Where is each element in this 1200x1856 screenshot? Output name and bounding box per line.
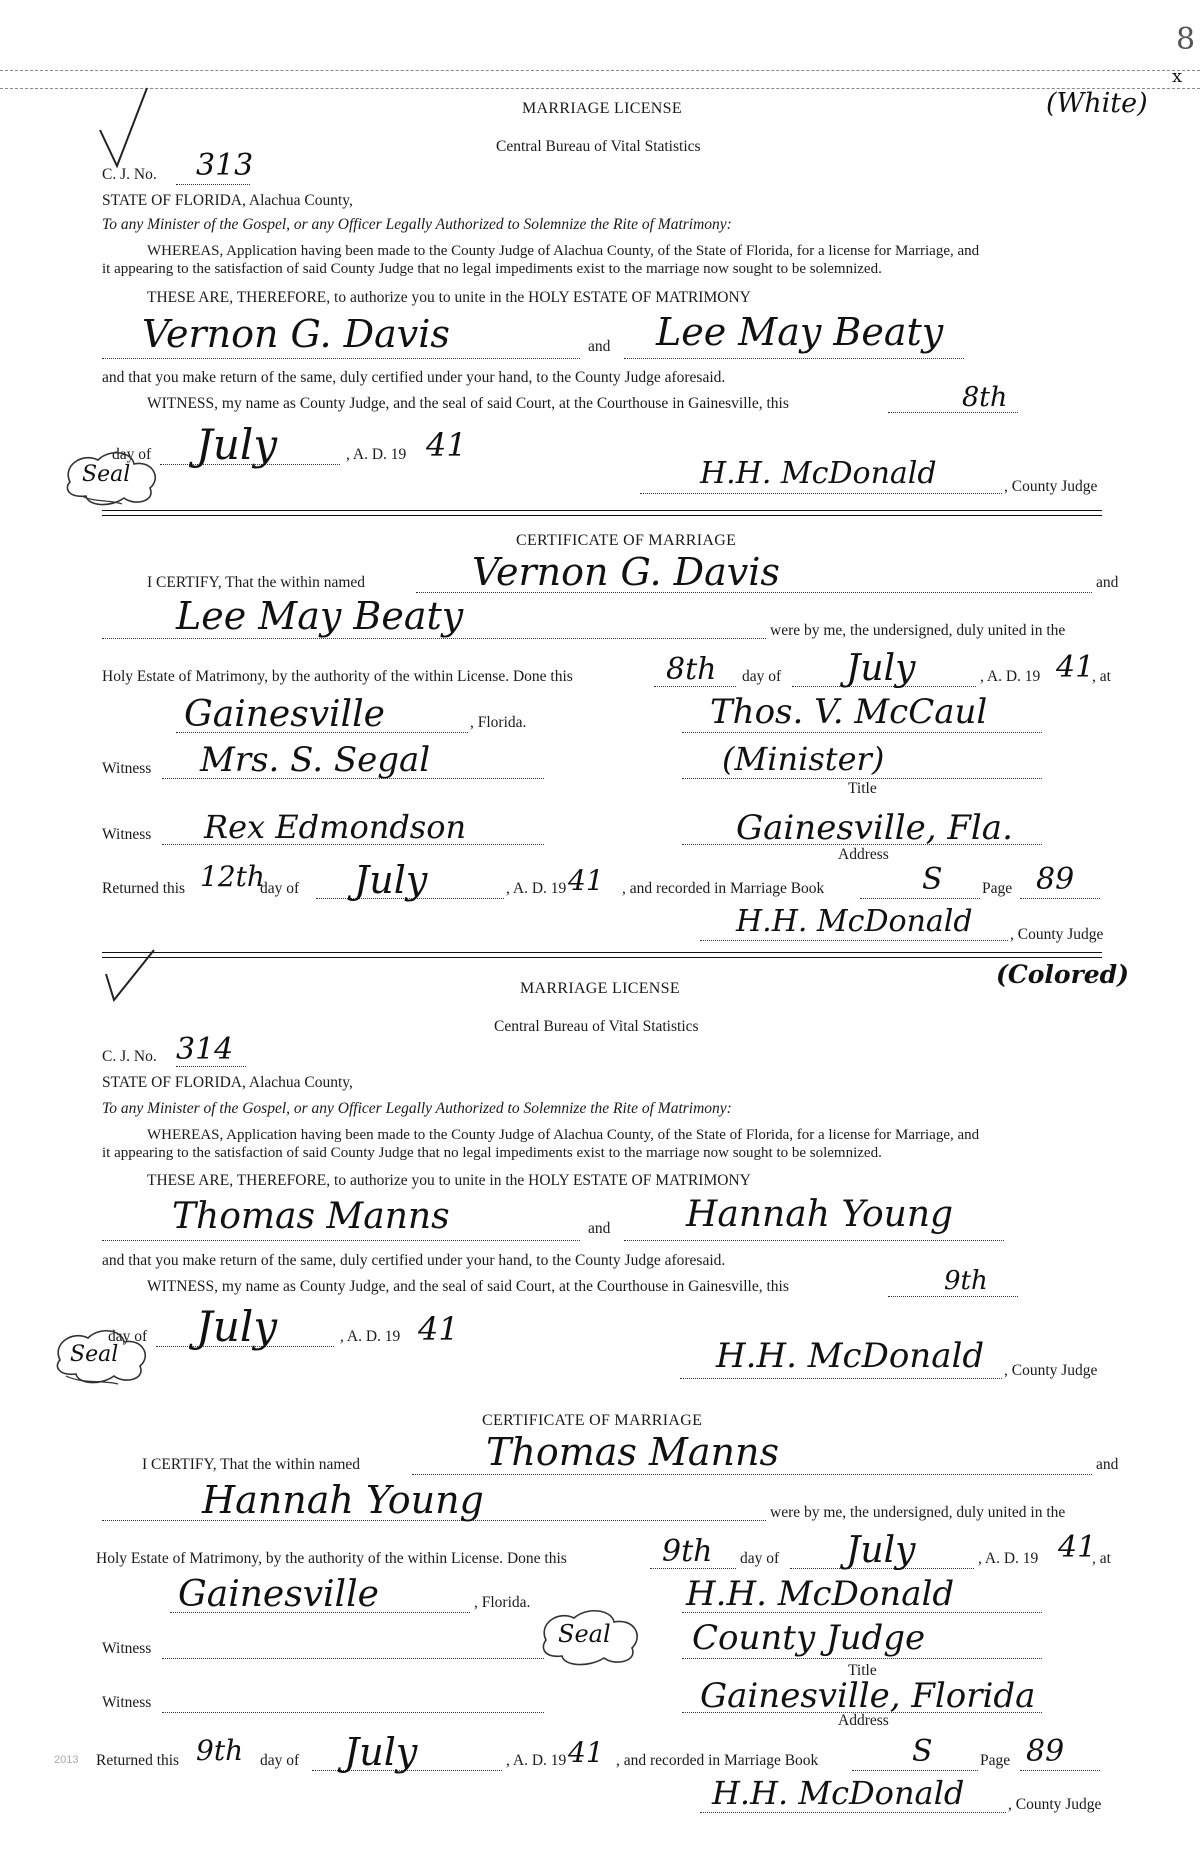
certificate-1-witness-1: Mrs. S. Segal [200, 740, 431, 780]
license-2-cj-label: C. J. No. [102, 1048, 157, 1065]
certificate-1-address-label: Address [838, 846, 889, 863]
certificate-2-place: Gainesville [178, 1574, 379, 1615]
section-divider-1 [102, 510, 1102, 516]
certificate-1-officiant: Thos. V. McCaul [710, 692, 988, 732]
certificate-1-bride: Lee May Beaty [176, 594, 464, 638]
certificate-1-returned-day: 12th [200, 860, 265, 893]
certificate-1-groom: Vernon G. Davis [472, 550, 780, 594]
certificate-2-day: 9th [662, 1534, 713, 1569]
license-2-whereas-1: WHEREAS, Application having been made to the County Judge of Alachua County, of the State of Florida, for a license for Marriage, and [147, 1127, 980, 1143]
certificate-1-florida: , Florida. [470, 714, 527, 731]
certificate-1-holy-text: Holy Estate of Matrimony, by the authority of the within License. Done this [102, 668, 573, 685]
certificate-1-returned-year: 41 [568, 864, 604, 897]
license-1-address: To any Minister of the Gospel, or any Officer Legally Authorized to Solemnize the Rite of Matrimony: [102, 216, 732, 233]
license-2-therefore: THESE ARE, THEREFORE, to authorize you to unite in the HOLY ESTATE OF MATRIMONY [147, 1172, 751, 1189]
license-1-return-text: and that you make return of the same, duly certified under your hand, to the County Judge aforesaid. [102, 369, 726, 386]
seal-2-text: Seal [70, 1342, 119, 1367]
license-2-judge-label: , County Judge [1004, 1362, 1098, 1379]
license-1-whereas-1: WHEREAS, Application having been made to the County Judge of Alachua County, of the State of Florida, for a license for Marriage, and [147, 243, 980, 259]
license-2-day: 9th [944, 1266, 988, 1296]
check-mark-1 [95, 82, 155, 172]
certificate-1-returned-month: July [354, 858, 428, 902]
certificate-2-day-of: day of [740, 1550, 780, 1567]
license-2-ad-label: , A. D. 19 [340, 1328, 401, 1345]
certificate-1-ad-label: , A. D. 19 [980, 668, 1041, 685]
license-1-witness-text: WITNESS, my name as County Judge, and the seal of said Court, at the Courthouse in Gainesville, this [147, 395, 789, 412]
license-1-therefore: THESE ARE, THEREFORE, to authorize you to unite in the HOLY ESTATE OF MATRIMONY [147, 289, 751, 306]
license-1-year: 41 [426, 426, 467, 464]
certificate-1-and: and [1096, 574, 1119, 591]
certificate-2-officiant-address: Gainesville, Florida [700, 1676, 1036, 1716]
top-edge-line-2 [0, 88, 1200, 89]
certificate-2-witness-label-2: Witness [102, 1694, 152, 1711]
certificate-1-book: S [922, 862, 943, 897]
certificate-2-certify-label: I CERTIFY, That the within named [142, 1456, 361, 1473]
certificate-1-title: CERTIFICATE OF MARRIAGE [516, 532, 737, 549]
certificate-2-judge-label: , County Judge [1008, 1796, 1102, 1813]
certificate-1-month: July [846, 648, 916, 689]
certificate-1-day: 8th [666, 652, 717, 687]
certificate-2-address-label: Address [838, 1712, 889, 1729]
license-1-title: MARRIAGE LICENSE [522, 100, 682, 117]
license-2-state: STATE OF FLORIDA, Alachua County, [102, 1074, 353, 1091]
certificate-2-month: July [846, 1530, 916, 1571]
certificate-2-and: and [1096, 1456, 1119, 1473]
license-1-month: July [196, 420, 278, 469]
certificate-1-page-no: 89 [1036, 862, 1075, 897]
race-annotation-1: (White) [1046, 88, 1148, 119]
certificate-1-returned-dayof: day of [260, 880, 300, 897]
seal-3-text: Seal [558, 1620, 611, 1648]
license-1-cj-label: C. J. No. [102, 166, 157, 183]
footer-stamp: 2013 [54, 1754, 79, 1766]
license-2-groom: Thomas Manns [172, 1196, 450, 1237]
certificate-2-ad-label: , A. D. 19 [978, 1550, 1039, 1567]
license-1-bride: Lee May Beaty [656, 310, 944, 354]
certificate-1-place: Gainesville [184, 694, 385, 735]
certificate-1-united-text: were by me, the undersigned, duly united in the [770, 622, 1066, 639]
certificate-1-officiant-title: (Minister) [722, 740, 885, 778]
certificate-2-page-no: 89 [1026, 1734, 1065, 1769]
certificate-1-title-label: Title [848, 780, 877, 797]
license-2-year: 41 [418, 1310, 459, 1348]
certificate-1-judge-label: , County Judge [1010, 926, 1104, 943]
license-2-cj-no: 314 [176, 1032, 234, 1067]
certificate-2-holy-text: Holy Estate of Matrimony, by the authority of the within License. Done this [96, 1550, 567, 1567]
certificate-2-witness-label-1: Witness [102, 1640, 152, 1657]
certificate-1-officiant-address: Gainesville, Fla. [736, 808, 1013, 848]
top-edge-line [0, 70, 1200, 71]
certificate-1-year: 41 [1056, 650, 1095, 685]
certificate-1-witness-label-1: Witness [102, 760, 152, 777]
license-2-address: To any Minister of the Gospel, or any Officer Legally Authorized to Solemnize the Rite of Matrimony: [102, 1100, 732, 1117]
certificate-1-judge-signature: H.H. McDonald [736, 904, 973, 939]
certificate-1-witness-2: Rex Edmondson [204, 808, 467, 846]
license-1-state: STATE OF FLORIDA, Alachua County, [102, 192, 353, 209]
license-2-bureau: Central Bureau of Vital Statistics [494, 1018, 699, 1035]
certificate-2-returned-ad: , A. D. 19 [506, 1752, 567, 1769]
certificate-2-recorded-text: , and recorded in Marriage Book [616, 1752, 819, 1769]
check-mark-2 [100, 946, 160, 1006]
license-1-whereas-2: it appearing to the satisfaction of said County Judge that no legal impediments exist to the marriage now sought to be solemnized. [102, 261, 882, 277]
page-mark: 8 [1176, 22, 1196, 57]
license-2-whereas-2: it appearing to the satisfaction of said County Judge that no legal impediments exist to the marriage now sought to be solemnized. [102, 1145, 882, 1161]
certificate-2-book: S [912, 1734, 933, 1769]
license-2-judge-signature: H.H. McDonald [716, 1336, 985, 1376]
race-annotation-2: (Colored) [996, 960, 1129, 989]
license-1-cj-no: 313 [196, 148, 254, 183]
license-1-day: 8th [962, 382, 1008, 413]
certificate-2-page-label: Page [980, 1752, 1011, 1769]
certificate-1-returned-ad: , A. D. 19 [506, 880, 567, 897]
certificate-2-judge-signature: H.H. McDonald [712, 1774, 965, 1812]
certificate-2-groom: Thomas Manns [486, 1430, 779, 1474]
x-mark: x [1172, 66, 1183, 87]
certificate-2-officiant: H.H. McDonald [686, 1574, 955, 1614]
license-1-groom: Vernon G. Davis [142, 312, 450, 356]
certificate-2-returned-day: 9th [196, 1734, 244, 1767]
certificate-1-witness-label-2: Witness [102, 826, 152, 843]
certificate-1-page-label: Page [982, 880, 1013, 897]
license-2-day-of: day of [108, 1328, 148, 1345]
certificate-2-united-text: were by me, the undersigned, duly united in the [770, 1504, 1066, 1521]
certificate-2-returned-dayof: day of [260, 1752, 300, 1769]
license-1-judge-label: , County Judge [1004, 478, 1098, 495]
license-2-and: and [588, 1220, 611, 1237]
certificate-2-at: , at [1092, 1550, 1111, 1567]
license-2-bride: Hannah Young [686, 1194, 954, 1235]
certificate-1-at: , at [1092, 668, 1111, 685]
license-2-title: MARRIAGE LICENSE [520, 980, 680, 997]
license-1-ad-label: , A. D. 19 [346, 446, 407, 463]
certificate-2-title: CERTIFICATE OF MARRIAGE [482, 1412, 703, 1429]
certificate-2-officiant-title: County Judge [692, 1618, 926, 1658]
certificate-1-recorded-text: , and recorded in Marriage Book [622, 880, 825, 897]
certificate-2-returned-month: July [344, 1730, 418, 1774]
section-divider-2 [102, 952, 1102, 958]
certificate-2-title-label: Title [848, 1662, 877, 1679]
certificate-2-returned-label: Returned this [96, 1752, 180, 1769]
certificate-2-bride: Hannah Young [202, 1478, 484, 1522]
license-1-and: and [588, 338, 611, 355]
license-1-bureau: Central Bureau of Vital Statistics [496, 138, 701, 155]
license-2-month: July [196, 1302, 278, 1351]
certificate-2-florida: , Florida. [474, 1594, 531, 1611]
license-1-day-of: day of [112, 446, 152, 463]
seal-1-text: Seal [82, 462, 131, 487]
certificate-1-day-of: day of [742, 668, 782, 685]
certificate-2-year: 41 [1058, 1530, 1097, 1565]
license-2-witness-text: WITNESS, my name as County Judge, and the seal of said Court, at the Courthouse in Gainesville, this [147, 1278, 789, 1295]
certificate-1-certify-label: I CERTIFY, That the within named [147, 574, 366, 591]
certificate-2-returned-year: 41 [568, 1736, 604, 1769]
certificate-1-returned-label: Returned this [102, 880, 186, 897]
license-1-judge-signature: H.H. McDonald [700, 456, 937, 491]
license-2-return-text: and that you make return of the same, duly certified under your hand, to the County Judge aforesaid. [102, 1252, 726, 1269]
